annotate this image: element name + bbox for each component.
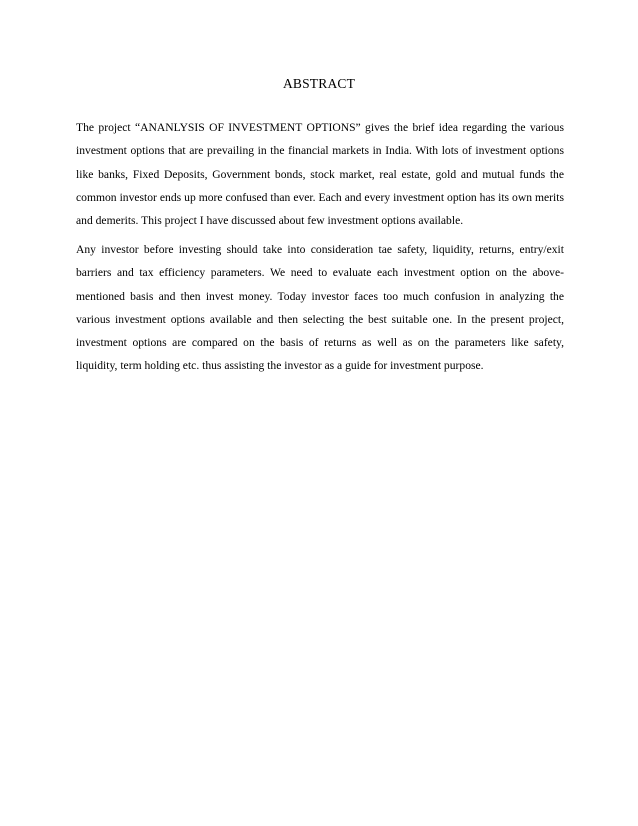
abstract-paragraph-2: Any investor before investing should take into consideration tae safety, liquidity, returns, entry/exit barriers and tax efficiency parameters. We need to evaluate each investment option on the above-mentioned basis and then invest money. Today investor faces too much confusion in analyzing the various investment options available and then selecting the best suitable one. In the present project, investment options are compared on the basis of returns as well as on the parameters like safety, liquidity, term holding etc. thus assisting the investor as a guide for investment purpose. <box>76 243 564 373</box>
abstract-paragraph-1: The project “ANANLYSIS OF INVESTMENT OPTIONS” gives the brief idea regarding the various investment options that are prevailing in the financial markets in India. With lots of investment options like banks, Fixed Deposits, Government bonds, stock market, real estate, gold and mutual funds the common investor ends up more confused than ever. Each and every investment option has its own merits and demerits. This project I have discussed about few investment options available. <box>76 121 564 228</box>
page-title: ABSTRACT <box>282 76 356 91</box>
